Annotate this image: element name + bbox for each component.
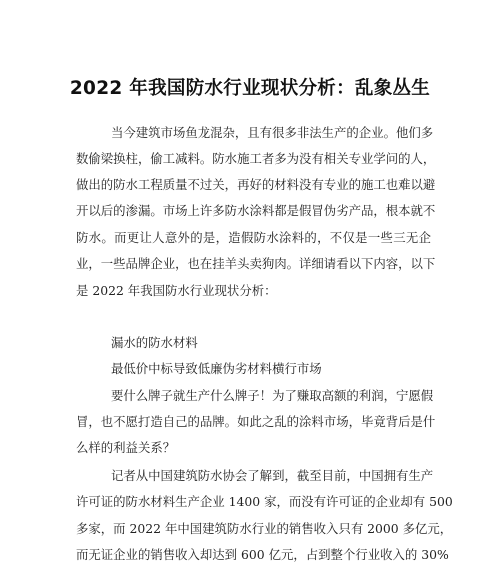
- section-heading: 漏水的防水材料: [111, 335, 198, 350]
- paragraph-line: 而无证企业的销售收入却达到 600 亿元，占到整个行业收入的 30%: [76, 547, 449, 562]
- paragraph-line: 记者从中国建筑防水协会了解到，截至目前，中国拥有生产: [111, 468, 434, 483]
- intro-line: 数偷梁换柱，偷工减料。防水施工者多为没有相关专业学问的人，: [76, 151, 436, 166]
- intro-line: 业，一些品牌企业，也在挂羊头卖狗肉。详细请看以下内容，以下: [76, 256, 436, 271]
- paragraph-line: 许可证的防水材料生产企业 1400 家，而没有许可证的企业却有 500: [76, 494, 453, 509]
- intro-line: 防水。而更让人意外的是，造假防水涂料的，不仅是一些三无企: [76, 230, 431, 245]
- section-subheading: 最低价中标导致低廉伪劣材料横行市场: [111, 361, 322, 376]
- intro-line: 当今建筑市场鱼龙混杂，且有很多非法生产的企业。他们多: [111, 125, 434, 140]
- intro-line: 做出的防水工程质量不过关，再好的材料没有专业的施工也难以避: [76, 177, 436, 192]
- paragraph-line: 冒，也不愿打造自己的品牌。如此之乱的涂料市场，毕竟背后是什: [76, 414, 436, 429]
- paragraph-line: 么样的利益关系？: [76, 440, 176, 455]
- intro-line: 是 2022 年我国防水行业现状分析：: [76, 283, 277, 298]
- paragraph-line: 要什么牌子就生产什么牌子！为了赚取高额的利润，宁愿假: [111, 388, 434, 403]
- document-title: 2022 年我国防水行业现状分析：乱象丛生: [69, 78, 431, 99]
- paragraph-line: 多家，而 2022 年中国建筑防水行业的销售收入只有 2000 多亿元，: [76, 521, 453, 536]
- intro-line: 开以后的渗漏。市场上许多防水涂料都是假冒伪劣产品，根本就不: [76, 203, 436, 218]
